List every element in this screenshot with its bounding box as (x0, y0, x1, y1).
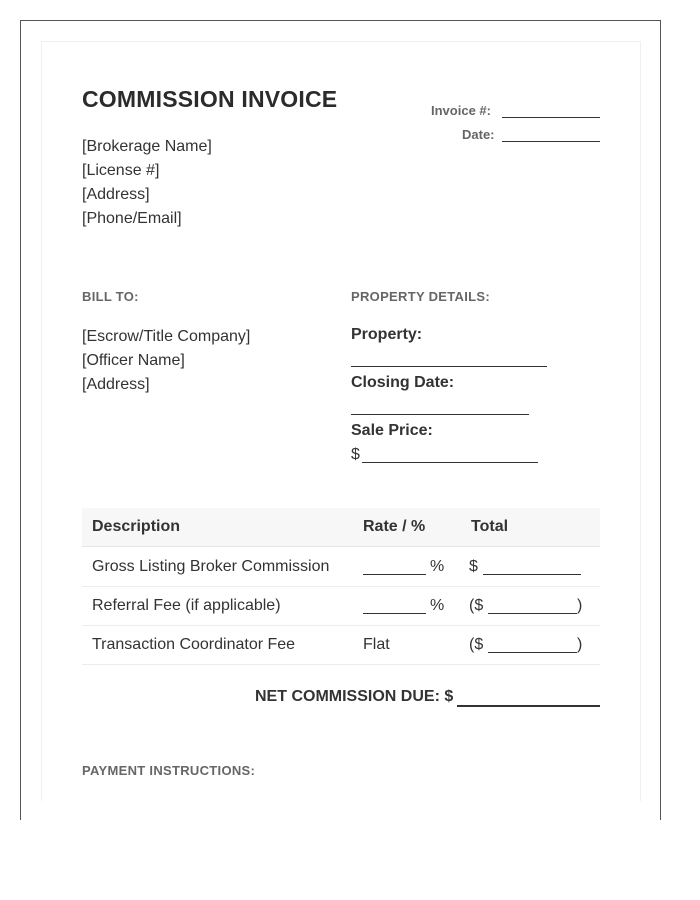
invoice-date-label: Date: (462, 127, 495, 142)
net-commission-label: NET COMMISSION DUE: $ (255, 688, 454, 705)
row-description: Gross Listing Broker Commission (92, 558, 330, 575)
column-header-rate: Rate / % (363, 518, 426, 535)
row-description: Transaction Coordinator Fee (92, 636, 296, 653)
rate-percent: % (430, 597, 445, 614)
bill-to-company: [Escrow/Title Company] (82, 328, 251, 345)
bill-to-info (82, 325, 250, 397)
property-label: Property: (351, 326, 423, 343)
rate-field[interactable] (363, 574, 426, 575)
bill-to-officer: [Officer Name] (82, 352, 185, 369)
total-suffix: ) (577, 636, 583, 653)
total-prefix: ($ (469, 597, 484, 614)
brokerage-contact: [Phone/Email] (82, 210, 182, 227)
invoice-number-field[interactable] (502, 117, 600, 118)
sale-price-field[interactable] (362, 462, 538, 463)
bill-to-heading: BILL TO: (82, 289, 139, 304)
closing-date-label: Closing Date: (351, 374, 455, 391)
closing-date-field[interactable] (351, 414, 529, 415)
brokerage-license: [License #] (82, 162, 160, 179)
row-description: Referral Fee (if applicable) (92, 597, 281, 614)
bill-to-address: [Address] (82, 376, 150, 393)
brokerage-address: [Address] (82, 186, 150, 203)
brokerage-info (82, 135, 212, 231)
sale-price-currency: $ (351, 446, 360, 463)
rate-percent: % (430, 558, 445, 575)
rate-text: Flat (363, 636, 390, 653)
rate-field[interactable] (363, 613, 426, 614)
row-divider (82, 664, 600, 665)
invoice-number-label: Invoice #: (431, 103, 491, 118)
sale-price-label: Sale Price: (351, 422, 433, 439)
invoice-date-field[interactable] (502, 141, 600, 142)
property-field[interactable] (351, 366, 547, 367)
total-suffix: ) (577, 597, 583, 614)
column-header-description: Description (92, 518, 181, 535)
payment-instructions-heading: PAYMENT INSTRUCTIONS: (82, 763, 256, 778)
total-field[interactable] (483, 574, 581, 575)
row-divider (82, 586, 600, 587)
column-header-total: Total (471, 518, 509, 535)
total-prefix: $ (469, 558, 478, 575)
brokerage-name: [Brokerage Name] (82, 138, 212, 155)
total-field[interactable] (488, 652, 577, 653)
invoice-title: COMMISSION INVOICE (82, 86, 338, 112)
row-divider (82, 625, 600, 626)
property-details-heading: PROPERTY DETAILS: (351, 289, 490, 304)
total-field[interactable] (488, 613, 577, 614)
net-commission-field[interactable] (457, 705, 600, 707)
total-prefix: ($ (469, 636, 484, 653)
